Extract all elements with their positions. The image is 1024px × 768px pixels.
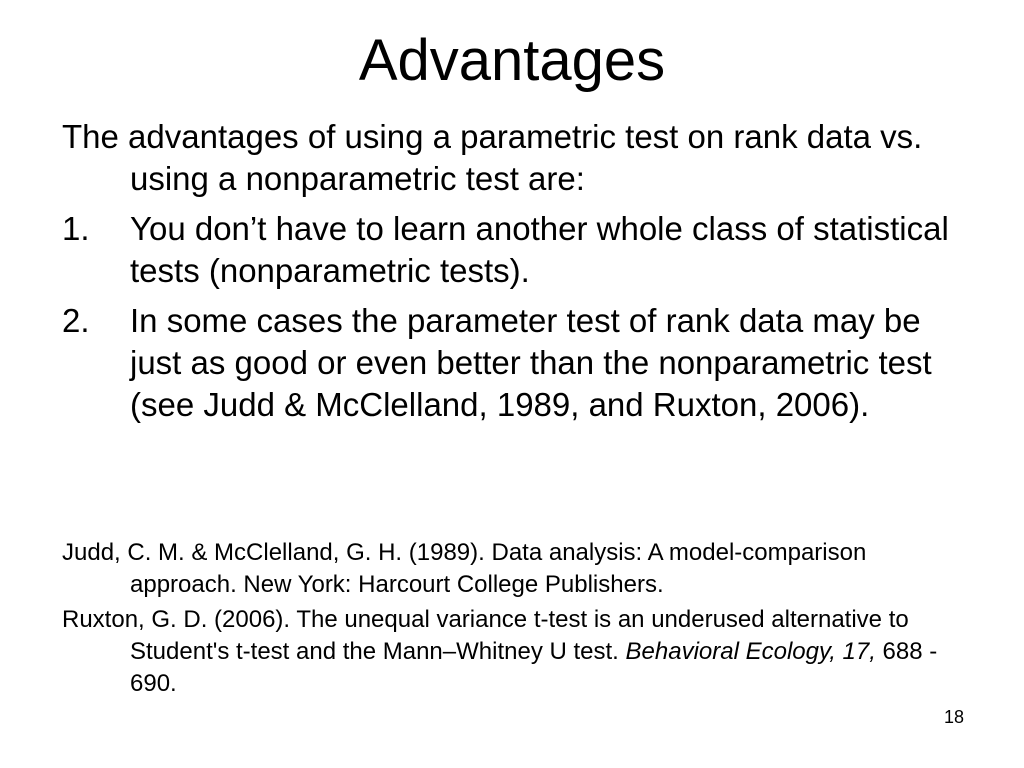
references [62, 537, 962, 703]
list-item [62, 208, 962, 292]
advantages-list [62, 208, 962, 426]
intro-text: The advantages of using a parametric test on rank data vs. using a nonparametric test are: [62, 118, 923, 197]
list-item-number: 2. [62, 302, 90, 339]
reference-judd: Judd, C. M. & McClelland, G. H. (1989). Data analysis: A model-comparison approach. New York: Harcourt College Publishers. [62, 539, 867, 598]
reference-ruxton [62, 604, 962, 700]
reference-ruxton-journal: Behavioral Ecology, 17, [625, 638, 876, 665]
list-item [62, 300, 962, 426]
list-item-number: 1. [62, 210, 90, 247]
slide-title: Advantages [358, 28, 666, 93]
reference-ruxton-text: Ruxton, G. D. (2006). The unequal variance t-test is an underused alternative to Student's t-test and the Mann–Whitney U test. [62, 606, 909, 665]
page-number: 18 [943, 707, 964, 727]
list-item-text: You don’t have to learn another whole class of statistical tests (nonparametric tests). [130, 210, 949, 289]
slide-body [62, 116, 962, 426]
list-item-text: In some cases the parameter test of rank data may be just as good or even better than the nonparametric test (see Judd & McClelland, 1989, and Ruxton, 2006). [130, 302, 932, 423]
reference-ruxton-pages: 688 - 690. [130, 638, 938, 697]
